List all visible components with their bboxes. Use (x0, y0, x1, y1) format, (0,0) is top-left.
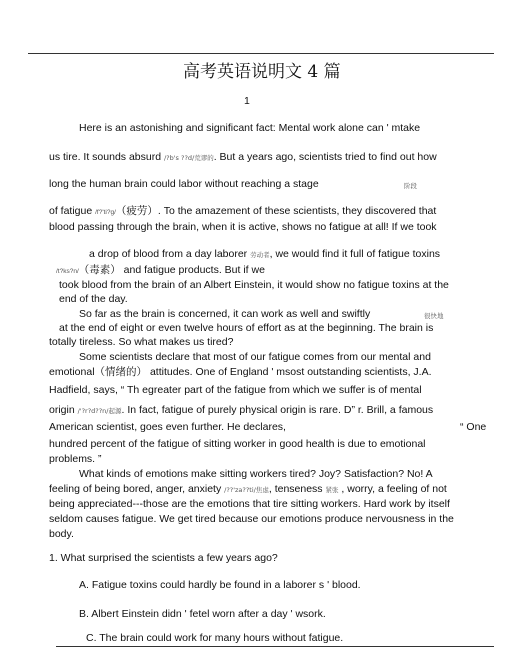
passage-line: hundred percent of the fatigue of sitting worker in good health is due to emotional (49, 438, 426, 450)
passage-line: feeling of being bored, anger, anxiety /??'za??ti/焦虑, tenseness 紧张 , worry, a feeling of not (49, 483, 447, 495)
chinese-gloss: （毒素） (78, 264, 121, 276)
passage-line: Hadfield, says, “ Th egreater part of the fatigue from which we suffer is of mental (49, 384, 422, 396)
passage-line: Some scientists declare that most of our fatigue comes from our mental and (79, 351, 431, 363)
passage-line: blood passing through the brain, when it is active, shows no fatigue at all! If we took (49, 221, 437, 233)
phonetic-gloss: /'?r?d??n/起源 (77, 407, 122, 415)
passage-line: of fatigue /f?'ti?g/（疲劳）. To the amazement of these scientists, they discovered that (49, 205, 437, 217)
answer-option-a: A. Fatigue toxins could hardly be found in a laborer s ' blood. (79, 579, 361, 591)
passage-line: “ One (460, 421, 487, 433)
passage-line: seldom causes fatigue. We get tired because our emotions produce nervousness in the (49, 513, 454, 525)
bottom-rule (56, 646, 494, 647)
passage-line: Here is an astonishing and significant fact: Mental work alone can ' mtake (79, 122, 421, 134)
passage-line: emotional（情绪的） attitudes. One of England ' msost outstanding scientists, J.A. (49, 366, 432, 378)
answer-option-c: C. The brain could work for many hours without fatigue. (86, 632, 344, 644)
passage-line: American scientist, goes even further. He declares, (49, 421, 286, 433)
phonetic-gloss: /?b's ??d/荒谬的 (163, 154, 214, 162)
passage-line: /t?ks?n/（毒素） and fatigue products. But if we (56, 264, 265, 276)
phonetic-gloss: /??'za??ti/焦虑 (224, 486, 269, 494)
question-stem: 1. What surprised the scientists a few years ago? (49, 552, 278, 564)
passage-line: us tire. It sounds absurd /?b's ??d/荒谬的. But a years ago, scientists tried to find out how (49, 151, 437, 163)
passage-line: body. (49, 528, 74, 540)
passage-line: What kinds of emotions make sitting workers tired? Joy? Satisfaction? No! A (79, 468, 433, 480)
phonetic-gloss: /f?'ti?g/ (95, 209, 116, 216)
chinese-gloss: 情绪的 (105, 366, 137, 378)
passage-line: being appreciated---those are the emotions that tire sitting workers. Hard work by itself (49, 498, 450, 510)
chinese-gloss: 很快地 (424, 312, 444, 320)
chinese-gloss: （疲劳） (115, 205, 158, 217)
passage-line: at the end of eight or even twelve hours of effort as at the beginning. The brain is (59, 322, 434, 334)
passage-line: took blood from the brain of an Albert Einstein, it would show no fatigue toxins at the (59, 279, 449, 291)
chinese-gloss: 紧张 (325, 486, 339, 494)
chinese-gloss: 阶段 (404, 182, 417, 190)
answer-option-b: B. Albert Einstein didn ' fetel worn after a day ' wsork. (79, 608, 326, 620)
passage-line: totally tireless. So what makes us tired? (49, 336, 234, 348)
passage-line: end of the day. (59, 293, 128, 305)
section-number: 1 (244, 95, 250, 107)
page-title: 高考英语说明文 4 篇 (183, 62, 341, 82)
phonetic-gloss: /t?ks?n/ (56, 268, 79, 275)
top-rule (28, 53, 494, 54)
chinese-gloss: 劳动者 (250, 251, 270, 259)
passage-line: long the human brain could labor without reaching a stage (49, 178, 319, 190)
passage-line: origin /'?r?d??n/起源. In fact, fatigue of purely physical origin is rare. D” r. Brill, a famous (49, 404, 434, 416)
passage-line: So far as the brain is concerned, it can work as well and swiftly (79, 308, 371, 320)
passage-line: problems. ” (49, 453, 102, 465)
passage-line: a drop of blood from a day laborer 劳动者, we would find it full of fatigue toxins (89, 248, 441, 260)
